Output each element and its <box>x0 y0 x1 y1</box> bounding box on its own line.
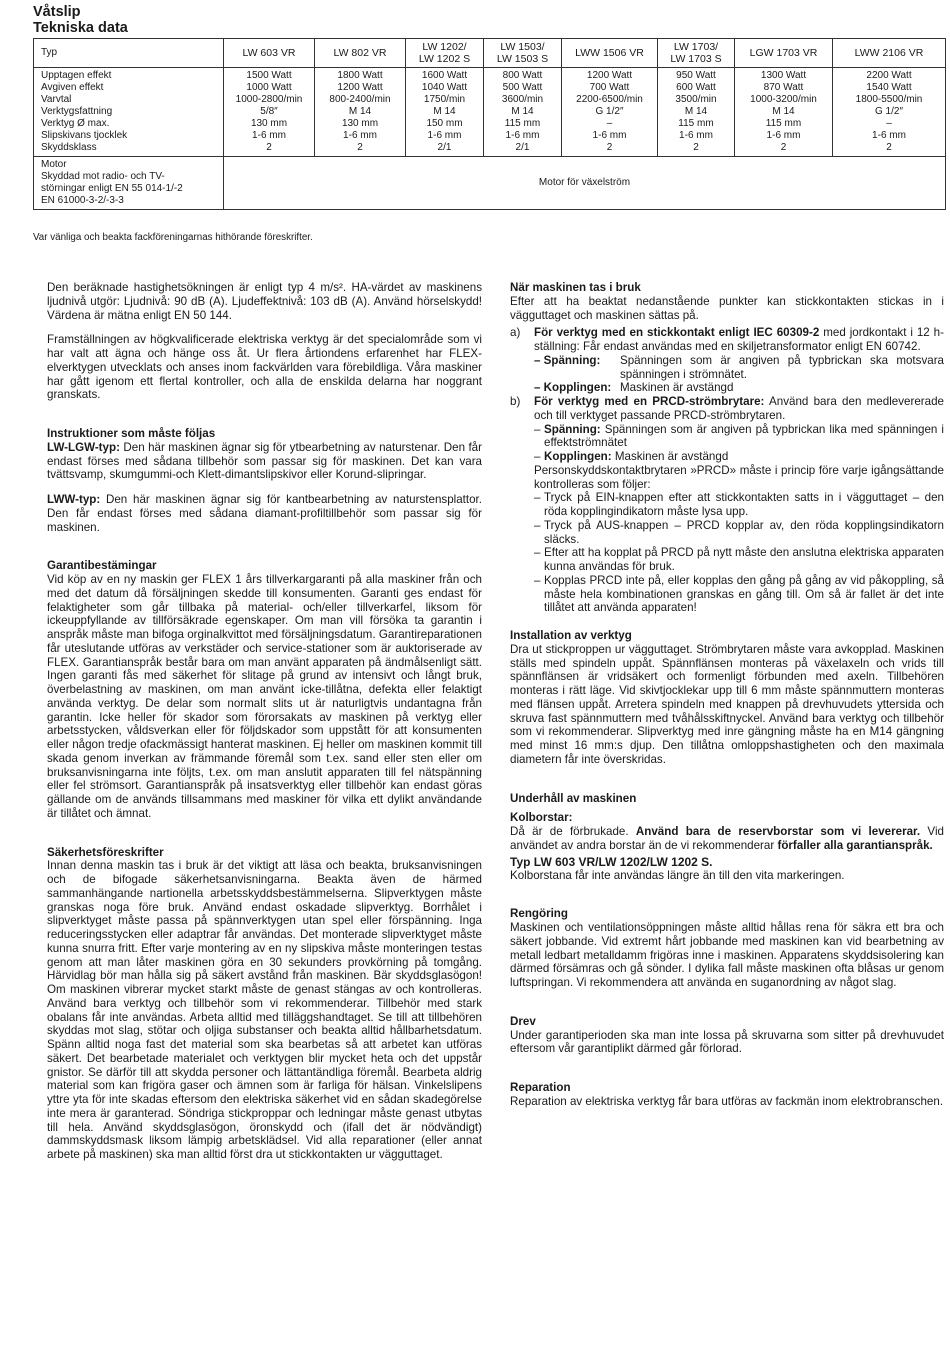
instructions-lw-paragraph <box>47 441 482 482</box>
install-paragraph: Dra ut stickproppen ur vägguttaget. Strömbrytaren måste vara avkopplad. Maskinen ställs med spindeln uppåt. Spännflänsen monteras på växelaxeln och vrids till spännflänsen är vridsäkert och formenligt förbunden med axeln. Tillbehören monteras i rätt läge. Vid skivtjocklekar upp till 6 mm måste spännmuttern monteras med flänsen uppåt. Arretera spindeln med knappen på drevhuvudets yttersida och skruva fast spännmuttern med tvåhålsskiftnyckel. Använd bara verktyg och tillbehör som vi rekommenderar. Slipverktyg med inre gängning måste ha en M14 gängning med minst 16 mm:s djup. Den tillåtna omloppshastigheten och den maximala diametern får inte överskridas. <box>510 642 944 766</box>
safety-paragraph: Innan denna maskin tas i bruk är det viktigt att läsa och beakta, bruksanvisningen och de bifogade säkerhetsanvisningarna. Beakta även de härmed sammanhängande nartionella arbetsskyddsbestämmelserna. Slipverktygen måste granskas noga före bruk. Använd endast oskadade slipverktyg. Borrhålet i slipverktyget måste passa på spännverktygen utan spel eller förspänning. Inga reduceringsstycken eller adaptrar får användas. Det monterade slipverktyget måste kunna snurra fritt. Efter varje montering av en ny slipskiva måste monteringen testas genom att man låter maskinen göra en 30 sekunders provkörning på tomgång. Härvidlag bör man hålla sig på säkert avstånd från maskinen. Bär skyddsglasögon! Om maskinen vibrerar mycket starkt måste de genast stängas av och kontrolleras. Använd bara verktyg och tillbehör som vi rekommenderar. Tillbehör med stark obalans får inte användas. Arbeta alltid med tilläggshandtaget. Se till att tillbehören skyddas mot slag, stötar och oljiga substanser och beakta alltid hållbarhetsdatum. Spänn alltid noga fast det material som ska bearbetas så att arbetet kan utföras säkert. Det bearbetade materialet och verktygen blir mycket heta och det uppstår gnistor. Se därför till att skydda personer och lättantändliga föremål. Bearbeta aldrig material som kan frigöra gaser och ämnen som är farliga för hälsan. Vinkelslipens yttre yta för inte skadas eftersom den elektriska säkerhet vid en sådan skadegörelse inte mera är garanterad. Söndriga stickproppar och ledningar måste genast utbytas till hela. Använd skyddsglasögon, öronskydd och (ifall det är nödvändigt) dammskyddsmask liksom lämpig arbetsklädsel. Vid alla reparationer (eller annat arbete på maskinen) ska man alltid först dra ut stickkontakten ur vägguttaget. <box>47 859 482 1161</box>
spec-value: 2/1 <box>515 142 530 153</box>
prcd-step: – Efter att ha kopplat på PRCD på nytt måste den anslutna elektriska apparaten kunna användas för bruk. <box>534 546 944 573</box>
warranty-heading: Garantibestämingar <box>47 559 157 573</box>
warranty-paragraph: Vid köp av en ny maskin ger FLEX 1 års tillverkargaranti på alla maskiner från och med det datum då försäljningen skedde till konsumenten. Garanti ges endast för felaktigheter som går tillbaka på material- och/eller tillverkarfel, liksom för ickeuppfyllande av tillförsäkrade egenskaper. Om man vill försöka ta garantin i anspråk måste man bifoga orginalkvittot med försäljningsdatum. Garantireparationen får uteslutande utföras av verkstäder och service-stationer som är auktoriserade av FLEX. Garantianspråk består bara om man använt apparaten på ändmålsenligt sätt. Ingen garanti fås med säkerhet för slitage på grund av intensivt och långt bruk, överbelastning av maskinen, om man använt icke-tillåtna, defekta eller felaktigt använda verktyg. De delar som normalt slits ut är naturligtvis undantagna från garantin. Icke heller för skador som förorsakats av maskinen på verktyg eller arbetsstycken, våldsverkan eller för följdskador som uppstått för att konsumenten eller någon tredje ofackmässigt hanterat maskinen. Ej heller om maskinen kommit till skada genom inverkan av främmande föremål som t.ex. sand eller sten eller om bruksanvisningarna inte följts, t.ex. om man anslutit apparaten till fel nätspänning eller fel strömsort. Garantianspråk på insatsverktyg eller tillbehör kan endast göras gällande om de används tillsammans med maskiner för vilka ett dylikt användande är tillåtet och ämnat. <box>47 573 482 820</box>
spec-value: 1300 Watt <box>760 70 807 81</box>
item-b-body: Använd bara den medlevererade och till verktyget passande PRCD-strömbrytaren. <box>534 395 944 422</box>
spec-value: 1750/min <box>423 94 466 105</box>
model-values-cell <box>658 68 735 157</box>
spec-value: 130 mm <box>341 118 379 129</box>
model-header: LW 1503/ LW 1503 S <box>484 39 562 68</box>
spec-value: 2 <box>606 142 613 153</box>
gear-paragraph: Under garantiperioden ska man inte lossa på skruvarna som sitter på drevhuvudet eftersom vår garantiplikt därmed går förlorad. <box>510 1028 944 1056</box>
spec-value: 1800-5500/min <box>855 94 923 105</box>
spec-value: 1-6 mm <box>252 130 286 141</box>
noise-paragraph: Den beräknade hastighetsökningen är enligt typ 4 m/s². HA-värdet av maskinens ljudnivå utgör: Ljudnivå: 90 dB (A). Ljudeffektnivå: 103 dB (A). Använd hörselskydd! Värdena är mätna enligt EN 50 144. <box>47 281 482 322</box>
model-values-cell <box>224 68 315 157</box>
motor-value: Motor för växelström <box>224 157 946 210</box>
spec-value: 115 mm <box>765 118 802 129</box>
row-label: Verktygsfattning <box>41 106 113 117</box>
spec-value: 1-6 mm <box>592 130 627 141</box>
model-header: LWW 2106 VR <box>833 39 946 68</box>
spec-value: 2200 Watt <box>866 70 912 81</box>
spec-value: 870 Watt <box>763 82 804 93</box>
row-labels-cell <box>34 68 224 157</box>
spec-value: 1-6 mm <box>427 130 462 141</box>
startup-intro: Efter att ha beaktat nedanstående punkter kan stickkontakten stickas in i vägguttaget och maskinen sättas på. <box>510 294 944 322</box>
model-header: LGW 1703 VR <box>735 39 833 68</box>
item-a-switch <box>534 381 944 395</box>
row-label: Slipskivans tjocklek <box>41 130 128 141</box>
lw-type-label: LW-LGW-typ: <box>47 440 120 454</box>
model-header: LW 603 VR <box>224 39 315 68</box>
spec-value: 115 mm <box>504 118 541 129</box>
prcd-step: – Tryck på EIN-knappen efter att stickkontakten satts in i vägguttaget – den röda kopplingindikatorn måste lysa upp. <box>534 491 944 518</box>
spec-value: 3600/min <box>501 94 544 105</box>
motor-label: Motor Skyddad mot radio- och TV- störningar enligt EN 55 014-1/-2 EN 61000-3-2/-3-3 <box>34 157 224 210</box>
repair-heading: Reparation <box>510 1081 571 1094</box>
voltage-text: Spänningen som är angiven på typbrickan lika med spänningen i effektströmnätet <box>544 422 944 450</box>
spec-value: 130 mm <box>250 118 288 129</box>
voltage-label: – Spänning: <box>534 353 601 367</box>
prcd-step: – Kopplas PRCD inte på, eller kopplas den gång på gång av vid påkoppling, så måste hela kombinationen granskas en gång till. Om så är fallet är det inte tillåtet att använda apparaten! <box>534 573 944 615</box>
item-b-title: För verktyg med en PRCD-strömbrytare: <box>534 395 765 408</box>
spec-value: 700 Watt <box>589 82 630 93</box>
row-label: Skyddsklass <box>41 142 97 153</box>
spec-value: 1600 Watt <box>421 70 468 81</box>
switch-text: Maskinen är avstängd <box>611 450 729 463</box>
title-sub: Tekniska data <box>33 20 128 36</box>
spec-value: 1-6 mm <box>872 130 906 141</box>
repair-paragraph: Reparation av elektriska verktyg får bara utföras av fackmän inom elektrobranschen. <box>510 1094 944 1108</box>
spec-value: 5/8″ <box>260 106 278 117</box>
document-title <box>33 4 128 36</box>
spec-value: 1200 Watt <box>586 70 633 81</box>
spec-value: 1200 Watt <box>337 82 383 93</box>
item-text <box>534 326 944 354</box>
spec-value: 2 <box>693 142 699 153</box>
startup-item-b <box>510 395 944 423</box>
spec-value: 3500/min <box>675 94 717 105</box>
row-label: Avgiven effekt <box>41 82 104 93</box>
model-values-cell <box>406 68 484 157</box>
spec-value: M 14 <box>772 106 795 117</box>
item-text <box>534 395 944 423</box>
spec-value: 2200-6500/min <box>576 94 643 105</box>
spec-value: 1500 Watt <box>246 70 292 81</box>
spec-value: 2 <box>357 142 363 153</box>
spec-value: 1800 Watt <box>337 70 383 81</box>
spec-values-row <box>34 68 946 157</box>
switch-label: – Kopplingen: <box>534 381 612 395</box>
spec-value: G 1/2″ <box>875 106 903 117</box>
brushes-paragraph: Då är de förbrukade. Använd bara de reservborstar som vi levererar. Vid användet av andra borstar än de vi rekommenderar förfaller alla garantianspråk. <box>510 825 944 852</box>
spec-value: 1-6 mm <box>505 130 540 141</box>
instructions-heading: Instruktioner som måste följas <box>47 427 216 440</box>
switch-label: Kopplingen: <box>544 450 612 463</box>
voltage-label: Spänning: <box>544 422 601 436</box>
lww-type-text: Den här maskinen ägnar sig för kantbearbetning av naturstensplattor. Den får endast förses med sådana diamant-profiltillbehör som passar sig för maskinen. <box>47 493 482 534</box>
table-footnote: Var vänliga och beakta fackföreningarnas hithörande föreskrifter. <box>33 232 313 243</box>
spec-table <box>33 38 946 210</box>
item-marker: a) <box>510 326 521 340</box>
spec-value: 500 Watt <box>502 82 543 93</box>
model-values-cell <box>562 68 658 157</box>
item-b-switch: – Kopplingen: Maskinen är avstängd <box>534 450 729 463</box>
cleaning-paragraph: Maskinen och ventilationsöppningen måste alltid hållas rena för säkra ett bra och säkert jobbande. Vid extremt hårt jobbande med maskinen kan vid bearbetning av metall ledbart metalldamm frigöras inne i maskinen. Apparatens skyddsisolering kan därmed försämras och gå sönder. I dylika fall måste maskinen ofta blåsas ur genom luftspringan. Vi rekommendera att använda en suganordning av något slag. <box>510 921 944 989</box>
spec-value: 600 Watt <box>676 82 716 93</box>
spec-value: 2 <box>886 142 892 153</box>
spec-value: 2/1 <box>437 142 452 153</box>
cleaning-heading: Rengöring <box>510 907 568 921</box>
spec-value: 1000-3200/min <box>750 94 817 105</box>
model-values-cell <box>484 68 562 157</box>
spec-value: M 14 <box>433 106 456 117</box>
brushes-heading: Kolborstar: <box>510 811 573 825</box>
gear-heading: Drev <box>510 1014 536 1028</box>
type-heading: Typ LW 603 VR/LW 1202/LW 1202 S. <box>510 854 713 869</box>
install-heading: Installation av verktyg <box>510 629 632 642</box>
startup-heading: När maskinen tas i bruk <box>510 281 641 294</box>
spec-value: 950 Watt <box>676 70 716 81</box>
model-values-cell <box>315 68 406 157</box>
spec-value: 2 <box>780 142 787 153</box>
item-a-voltage <box>534 354 944 382</box>
spec-value: 800 Watt <box>502 70 543 81</box>
spec-value: 115 mm <box>678 118 714 129</box>
spec-value: M 14 <box>511 106 534 117</box>
item-a-title: För verktyg med en stickkontakt enligt IEC 60309-2 <box>534 326 820 340</box>
model-header: LW 802 VR <box>315 39 406 68</box>
spec-value: 800-2400/min <box>329 94 391 105</box>
row-label: Verktyg Ø max. <box>41 118 110 129</box>
safety-heading: Säkerhetsföreskrifter <box>47 845 164 859</box>
model-header: LWW 1506 VR <box>562 39 658 68</box>
spec-value: M 14 <box>684 106 708 117</box>
spec-value: 1000 Watt <box>246 82 292 93</box>
row-label: Upptagen effekt <box>41 70 112 81</box>
spec-value: M 14 <box>348 106 372 117</box>
spec-value: 1000-2800/min <box>235 94 303 105</box>
spec-value: 1540 Watt <box>866 82 912 93</box>
instructions-lww-paragraph <box>47 493 482 534</box>
voltage-text: Spänningen som är angiven på typbrickan ska motsvara spänningen i strömnätet. <box>620 353 944 381</box>
spec-value: G 1/2″ <box>595 106 624 117</box>
maintenance-heading: Underhåll av maskinen <box>510 791 637 805</box>
spec-value: – <box>886 118 892 129</box>
spec-value: 1040 Watt <box>421 82 468 93</box>
title-main: Våtslip <box>33 4 81 20</box>
type-label: Typ <box>34 39 224 68</box>
lw-type-text: Den här maskinen ägnar sig för ytbearbetning av naturstenar. Den får endast förses med sådana tillbehör som passar sig för maskinen. Det kan vara tvättsvamp, skumgummi-och Klett-dimantslipskivor eller Korund-slipringar. <box>47 440 482 482</box>
spec-value: 1-6 mm <box>343 130 377 141</box>
spec-value: 2 <box>266 142 272 153</box>
type-paragraph: Kolborstana får inte användas längre än till den vita markeringen. <box>510 868 845 882</box>
right-column <box>510 281 944 1120</box>
item-b-voltage: – Spänning: Spänningen som är angiven på typbrickan lika med spänningen i effektströmnätet <box>534 422 944 450</box>
spec-value: 1-6 mm <box>679 130 713 141</box>
spec-header-row <box>34 39 946 68</box>
model-values-cell <box>735 68 833 157</box>
motor-row <box>34 157 946 210</box>
item-a-body: med jordkontakt i 12 h-ställning: Får endast användas med en skiljetransformator enligt EN 60742. <box>534 326 944 353</box>
item-marker: b) <box>510 395 521 408</box>
left-column <box>47 281 482 1173</box>
prcd-step: – Tryck på AUS-knappen – PRCD kopplar av, den röda kopplingsindikatorn släcks. <box>534 518 944 546</box>
switch-text: Maskinen är avstängd <box>620 381 734 395</box>
prcd-check-intro: Personskyddskontaktbrytaren »PRCD» måste i princip före varje igångsättande kontrolleras som följer: <box>534 463 944 491</box>
model-header: LW 1202/ LW 1202 S <box>406 39 484 68</box>
model-header: LW 1703/ LW 1703 S <box>658 39 735 68</box>
intro-paragraph: Framställningen av högkvalificerade elektriska verktyg är det specialområde som vi har valt att ägna och hänge oss åt. Ur flera årtiondens erfarenhet har FLEX-elverktygen utvecklats och anses inom fackvärlden vara förebildliga. Våra maskiner har gått igenom ett flertal kontroller, och alla de enskilda delarna har noggrant granskats. <box>47 333 482 402</box>
spec-value: 150 mm <box>426 118 463 129</box>
lww-type-label: LWW-typ: <box>47 493 101 506</box>
spec-value: – <box>606 118 613 129</box>
spec-value: 1-6 mm <box>766 130 801 141</box>
startup-item-a <box>510 326 944 354</box>
model-values-cell <box>833 68 946 157</box>
row-label: Varvtal <box>41 94 72 105</box>
